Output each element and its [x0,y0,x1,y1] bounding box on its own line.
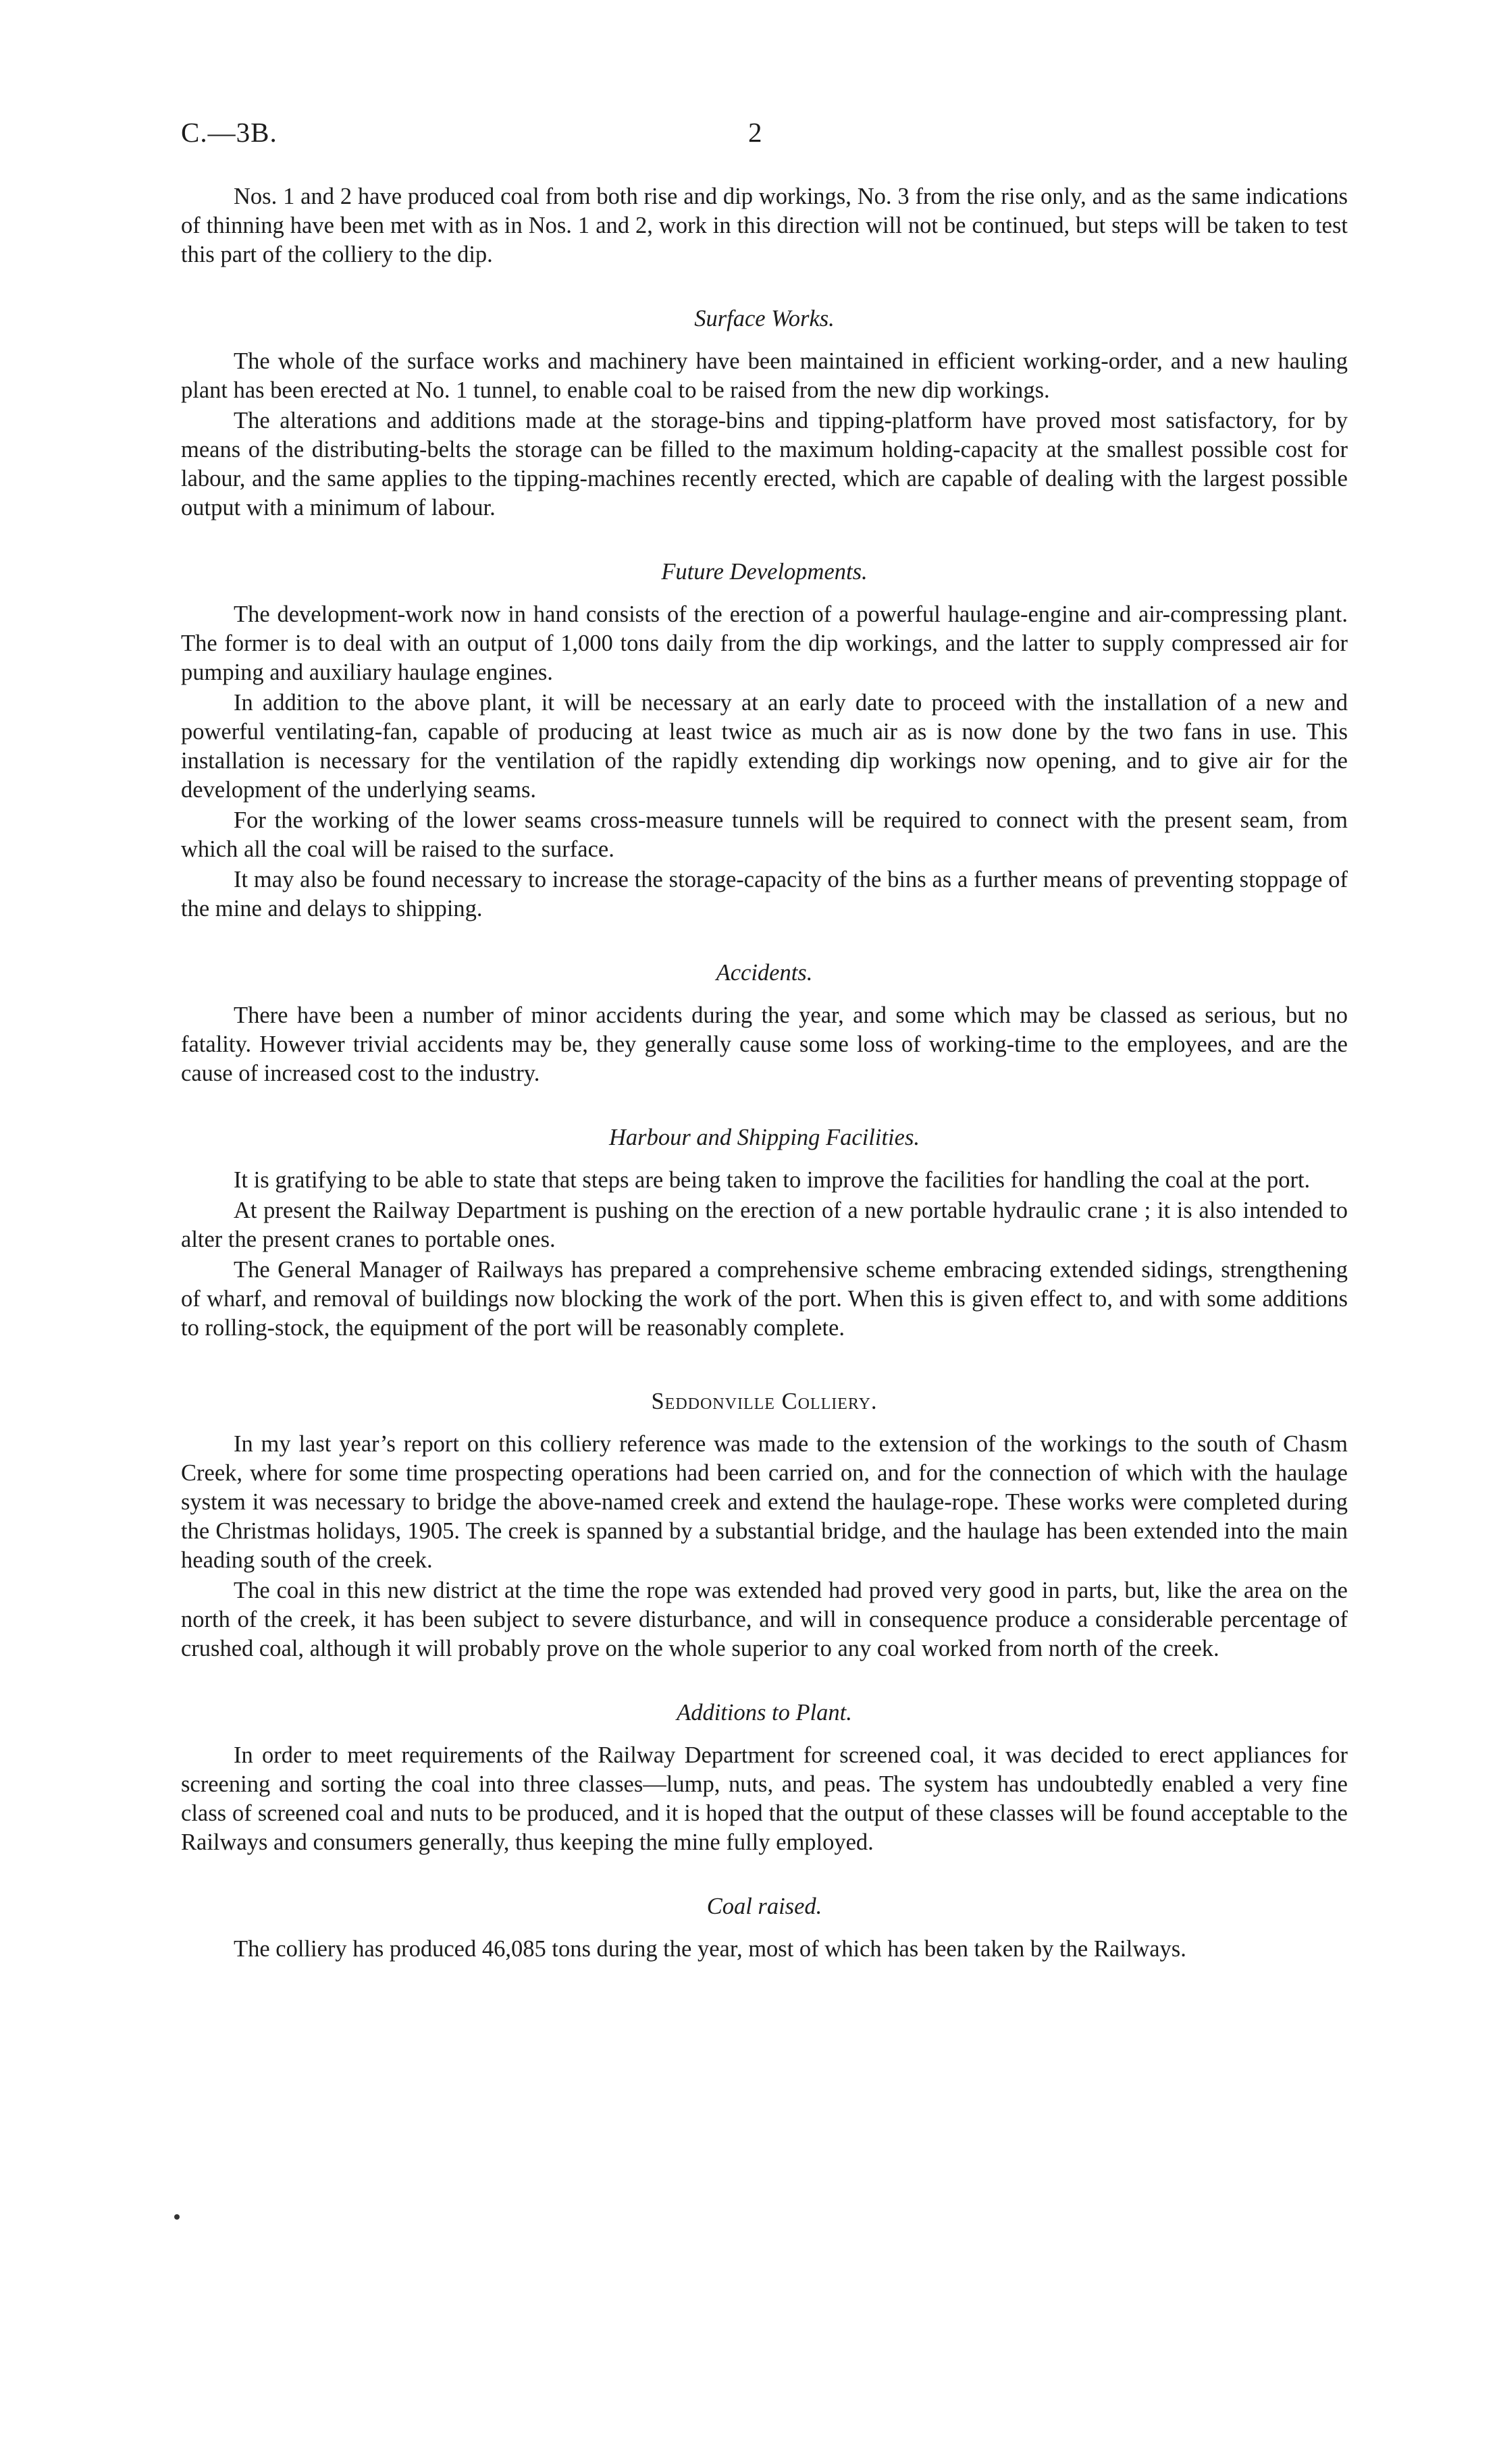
intro-paragraph: Nos. 1 and 2 have produced coal from both rise and dip workings, No. 3 from the rise only, and as the same indications of thinning have been met with as in Nos. 1 and 2, work in this direction will not be continued, but steps will be taken to test this part of the colliery to the dip. [181,184,1348,267]
paragraph: There have been a number of minor accidents during the year, and some which may be classed as serious, but no fatality. However trivial accidents may be, they generally cause some loss of working-time to the employees, and are the cause of increased cost to the industry. [181,1002,1348,1086]
paragraph: For the working of the lower seams cross-measure tunnels will be required to connect with the present seam, from which all the coal will be raised to the surface. [181,807,1348,862]
paragraph: The coal in this new district at the time the rope was extended had proved very good in parts, but, like the area on the north of the creek, it has been subject to severe disturbance, and will in consequence produce a considerable percentage of crushed coal, although it will probably prove on the whole superior to any coal worked from north of the creek. [181,1578,1348,1661]
paragraph: It may also be found necessary to increase the storage-capacity of the bins as a further means of preventing stoppage of the mine and delays to shipping. [181,867,1348,921]
document-reference: C.—3B. [181,117,278,148]
paragraph: In my last year’s report on this colliery reference was made to the extension of the workings to the south of Chasm Creek, where for some time prospecting operations had been carried on, and for the connection of which with the haulage system it was necessary to bridge the above-named creek and extend the haulage-rope. These works were completed during the Christmas holidays, 1905. The creek is spanned by a substantial bridge, and the haulage has been extended into the main heading south of the creek. [181,1431,1348,1573]
section-title-coal-raised: Coal raised. [706,1894,822,1919]
paragraph: The General Manager of Railways has prepared a comprehensive scheme embracing extended sidings, strengthening of wharf, and removal of buildings now blocking the work of the port. When this is given effect to, and with some additions to rolling-stock, the equipment of the port will be reasonably complete. [181,1257,1348,1341]
page-header [181,116,1349,157]
paragraph: It is gratifying to be able to state that steps are being taken to improve the facilities for handling the coal at the port. [234,1167,1311,1193]
document-body [181,182,1348,1964]
paragraph: At present the Railway Department is pushing on the erection of a new portable hydraulic crane ; it is also intended to alter the present cranes to portable ones. [181,1198,1348,1252]
ink-speck [174,2214,180,2220]
paragraph: The colliery has produced 46,085 tons during the year, most of which has been taken by the Railways. [234,1936,1186,1962]
section-title-surface-works: Surface Works. [694,306,835,331]
section-title-seddonville-colliery: Seddonville Colliery. [651,1389,878,1414]
page-number: 2 [748,117,762,148]
section-title-harbour: Harbour and Shipping Facilities. [609,1125,920,1150]
section-title-additions-to-plant: Additions to Plant. [677,1700,852,1725]
paragraph: In order to meet requirements of the Railway Department for screened coal, it was decided to erect appliances for screening and sorting the coal into three classes—lump, nuts, and peas. The system has undoubtedly enabled a very fine class of screened coal and nuts to be produced, and it is hoped that the output of these classes will be found acceptable to the Railways and consumers generally, thus keeping the mine fully employed. [181,1742,1348,1855]
section-title-accidents: Accidents. [716,960,813,986]
paragraph: The whole of the surface works and machinery have been maintained in efficient working-order, and a new hauling plant has been erected at No. 1 tunnel, to enable coal to be raised from the new dip workings. [181,348,1348,403]
paragraph: The development-work now in hand consists of the erection of a powerful haulage-engine and air-compressing plant. The former is to deal with an output of 1,000 tons daily from the dip workings, and the latter to supply compressed air for pumping and auxiliary haulage engines. [181,601,1348,685]
paragraph: In addition to the above plant, it will be necessary at an early date to proceed with the installation of a new and powerful ventilating-fan, capable of producing at least twice as much air as is now done by the two fans in use. This installation is necessary for the ventilation of the rapidly extending dip workings now opening, and to give air for the development of the underlying seams. [181,690,1348,803]
paragraph: The alterations and additions made at the storage-bins and tipping-platform have proved most satisfactory, for by means of the distributing-belts the storage can be filled to the maximum holding-capacity at the smallest possible cost for labour, and the same applies to the tipping-machines recently erected, which are capable of dealing with the largest possible output with a minimum of labour. [181,408,1348,520]
section-title-future-developments: Future Developments. [661,559,868,585]
